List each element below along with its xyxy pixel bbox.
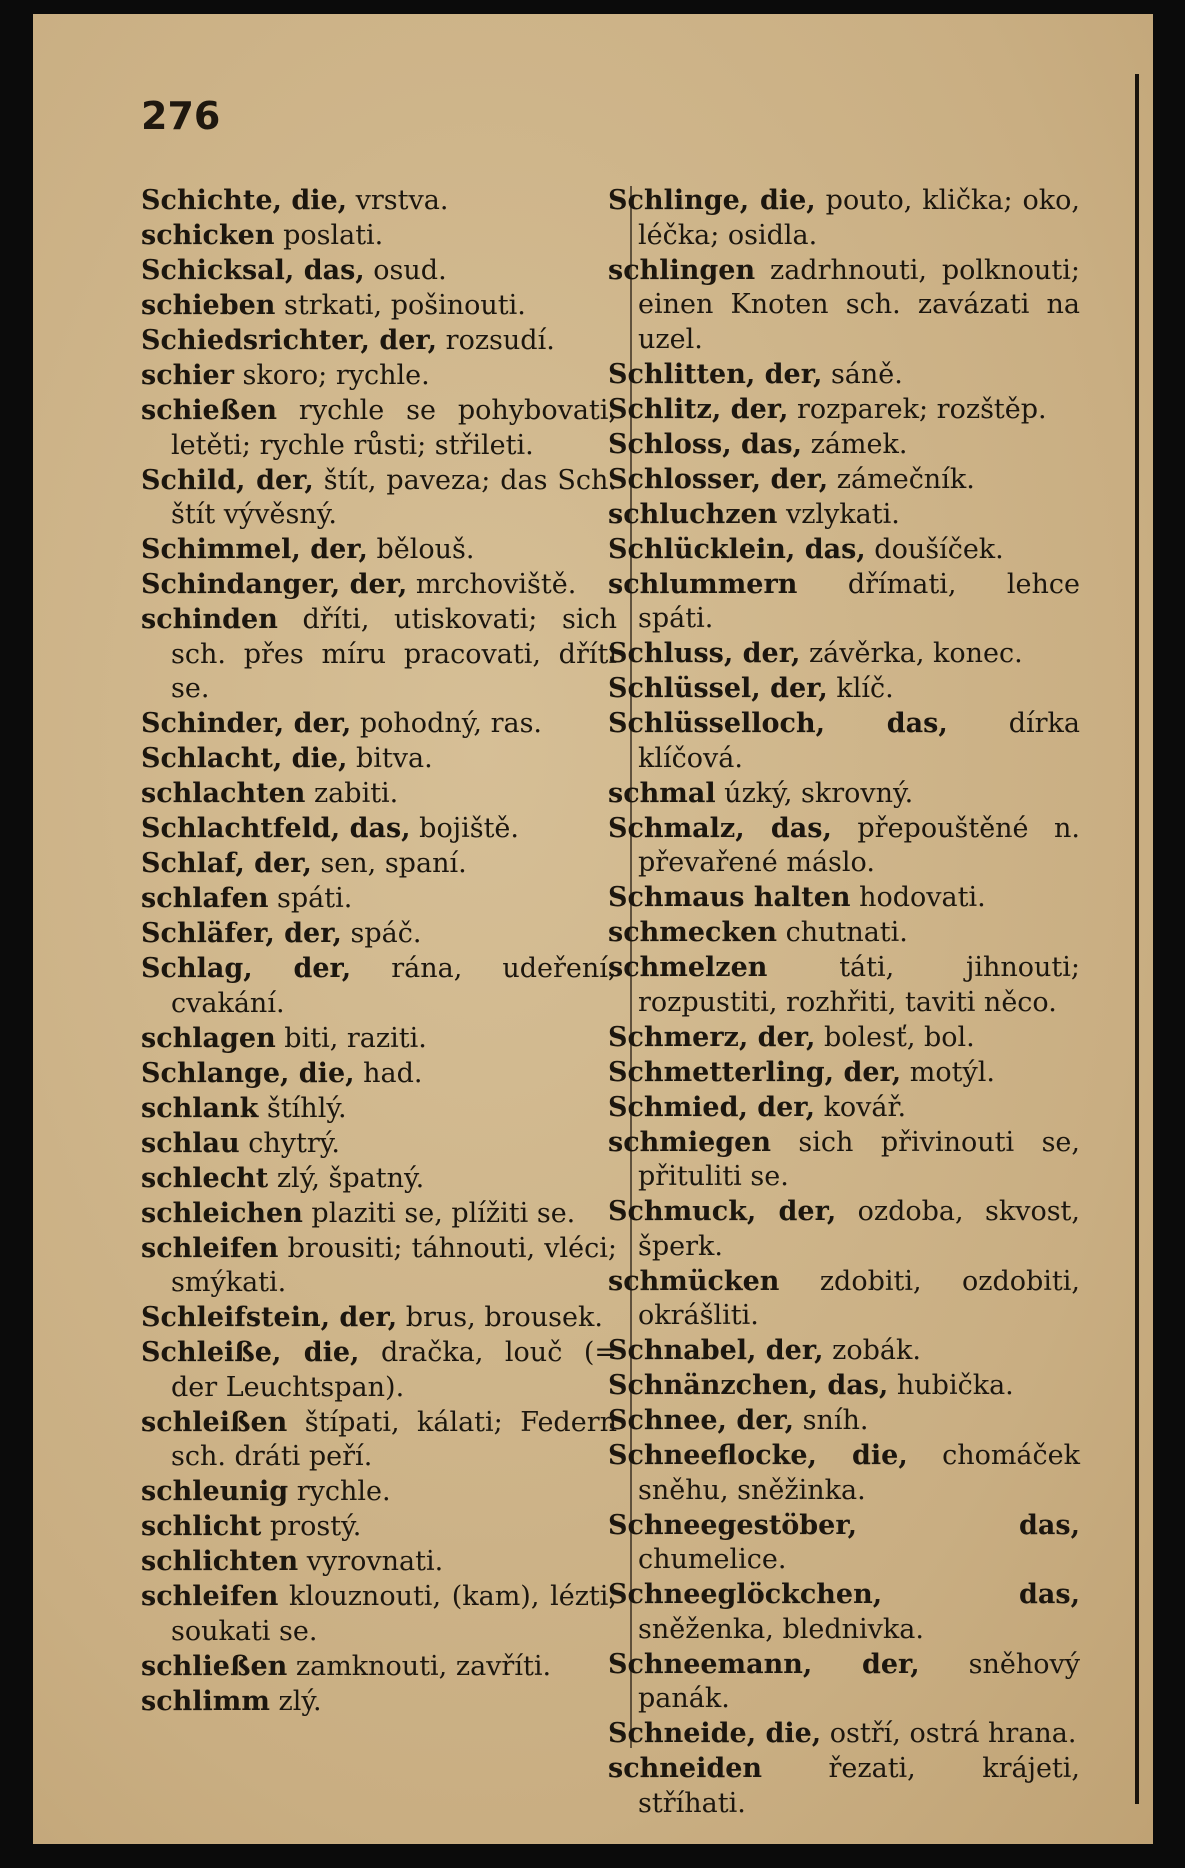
entry-definition: zdobiti, ozdobiti, okrášliti. [638,1265,1080,1331]
entry-definition: klouznouti, (kam), lézti, soukati se. [171,1581,617,1647]
dictionary-entry [141,1406,617,1475]
entry-headword: schier [141,360,234,391]
dictionary-entry [608,812,1080,881]
dictionary-entry [608,498,1080,533]
entry-definition: zlý. [269,1685,322,1717]
entry-definition: prostý. [261,1511,362,1542]
dictionary-entry [608,1752,1080,1821]
dictionary-entry [141,882,617,917]
entry-headword: Schneide, die, [608,1718,822,1749]
dictionary-entry [608,672,1080,707]
entry-definition: motýl. [901,1056,995,1088]
dictionary-page [33,14,1153,1844]
entry-definition: skoro; rychle. [233,360,430,391]
dictionary-entry [608,184,1080,253]
entry-headword: schmücken [608,1265,780,1297]
dictionary-entry [141,1510,617,1545]
entry-headword: schlagen [141,1022,276,1054]
entry-headword: schleifen [141,1232,279,1264]
dictionary-entry [141,812,617,847]
entry-definition: pouto, klička; oko, léčka; osidla. [638,185,1080,251]
entry-headword: Schlitz, der, [608,393,789,425]
entry-definition: sníh. [794,1405,869,1436]
dictionary-entry [141,603,617,707]
entry-headword: Schmaus halten [608,882,851,913]
entry-headword: schleißen [141,1406,288,1438]
entry-headword: Schmalz, das, [608,812,832,844]
entry-headword: schlank [141,1092,259,1124]
dictionary-entry [141,1650,617,1685]
dictionary-entry [608,1717,1080,1752]
entry-definition: dračka, louč (= der Leuchtspan). [171,1337,618,1403]
dictionary-entry [141,533,617,568]
entry-headword: Schichte, die, [141,185,348,216]
dictionary-entry [141,1301,617,1336]
entry-headword: Schlitten, der, [608,358,823,390]
dictionary-entry [141,289,617,324]
entry-headword: Schmerz, der, [608,1021,816,1053]
dictionary-entry [608,393,1080,428]
dictionary-entry [608,1126,1080,1195]
entry-definition: zámek. [802,428,908,460]
dictionary-entry [141,777,617,812]
dictionary-entry [608,1195,1080,1264]
entry-headword: schieben [141,290,276,321]
dictionary-entry [141,1232,617,1301]
entry-headword: schmelzen [608,952,768,983]
entry-headword: Schleifstein, der, [141,1302,398,1333]
dictionary-entry [141,184,617,219]
entry-headword: schlecht [141,1162,269,1194]
entry-headword: schmal [608,777,716,809]
dictionary-entry [141,359,617,394]
entry-definition: ozdoba, skvost, šperk. [638,1196,1080,1262]
entry-definition: štít, paveza; das Sch. štít vývěsný. [171,464,617,530]
entry-headword: Schlag, der, [141,953,352,984]
entry-definition: zámečník. [828,463,975,495]
entry-definition: bělouš. [367,534,475,565]
dictionary-entry [141,464,617,533]
entry-definition: štípati, kálati; Federn sch. dráti peří. [171,1406,617,1472]
dictionary-entry [141,568,617,603]
dictionary-entry [608,1404,1080,1439]
entry-headword: schlicht [141,1511,262,1542]
entry-definition: chytrý. [239,1127,341,1159]
entry-definition: chomáček sněhu, sněžinka. [638,1440,1080,1506]
dictionary-entry [141,1092,617,1127]
entry-definition: doušíček. [865,533,1004,565]
entry-definition: bolesť, bol. [815,1021,975,1053]
entry-headword: schmiegen [608,1126,771,1158]
entry-headword: Schlücklein, das, [608,533,866,565]
entry-headword: schneiden [608,1753,763,1784]
dictionary-entry [141,1685,617,1720]
dictionary-entry [608,1091,1080,1126]
entry-headword: schlachten [141,778,306,809]
dictionary-entry [608,1369,1080,1404]
entry-definition: zamknouti, zavříti. [287,1650,552,1682]
entry-definition: ostří, ostrá hrana. [821,1718,1077,1749]
entry-definition: bojiště. [410,813,519,844]
entry-headword: Schneemann, der, [608,1648,920,1680]
dictionary-entry [608,1578,1080,1647]
dictionary-entry [608,951,1080,1020]
entry-definition: sen, spaní. [311,848,467,879]
entry-definition: dírka klíčová. [638,708,1080,774]
dictionary-entry [141,917,617,952]
entry-headword: Schlachtfeld, das, [141,813,411,844]
entry-headword: Schmetterling, der, [608,1056,902,1088]
entry-definition: bitva. [347,743,433,774]
dictionary-entry [141,1545,617,1580]
entry-definition: brus, brousek. [397,1302,603,1333]
entry-headword: Schlacht, die, [141,743,348,774]
dictionary-entry [141,1197,617,1232]
dictionary-entry [608,1334,1080,1369]
dictionary-entry [608,1439,1080,1508]
entry-definition: spáč. [341,918,422,949]
entry-definition: sich přivinouti se, přituliti se. [638,1126,1080,1192]
dictionary-entry [608,568,1080,637]
entry-headword: schleifen [141,1581,279,1612]
entry-headword: Schnee, der, [608,1405,795,1436]
entry-definition: strkati, pošinouti. [275,290,526,321]
entry-headword: schlafen [141,883,269,914]
entry-definition: dřímati, lehce spáti. [638,568,1080,634]
dictionary-entry [141,1162,617,1197]
dictionary-entry [141,1057,617,1092]
dictionary-entry [608,533,1080,568]
entry-definition: řezati, krájeti, stříhati. [638,1753,1080,1819]
entry-headword: Schleiße, die, [141,1337,360,1368]
entry-headword: Schmied, der, [608,1091,815,1123]
dictionary-entry [608,637,1080,672]
entry-definition: vrstva. [347,185,449,216]
entry-headword: schmecken [608,917,777,948]
entry-headword: schließen [141,1650,288,1682]
dictionary-entry [141,1022,617,1057]
entry-definition: chutnati. [776,917,908,948]
entry-headword: Schiedsrichter, der, [141,325,438,356]
entry-definition: rána, udeření; cvakání. [171,953,617,1019]
dictionary-entry [608,358,1080,393]
entry-definition: závěrka, konec. [800,638,1023,669]
dictionary-entry [141,219,617,254]
entry-definition: brousiti; táhnouti, vléci; smýkati. [171,1232,617,1298]
entry-headword: Schimmel, der, [141,534,368,565]
dictionary-entry [141,1580,617,1649]
dictionary-entry [141,324,617,359]
entry-headword: Schlaf, der, [141,848,312,879]
entry-headword: Schlüssel, der, [608,673,828,704]
entry-definition: zabiti. [305,778,399,809]
right-column [608,184,1080,1822]
entry-definition: táti, jihnouti; rozpustiti, rozhřiti, taviti něco. [638,952,1080,1018]
dictionary-entry [141,394,617,463]
dictionary-entry [141,742,617,777]
entry-headword: Schneeglöckchen, das, [608,1579,1080,1610]
entry-headword: Schild, der, [141,464,314,496]
entry-headword: Schnabel, der, [608,1335,824,1366]
entry-headword: Schnänzchen, das, [608,1370,889,1401]
entry-headword: schleichen [141,1197,303,1229]
entry-definition: poslati. [274,220,384,251]
dictionary-entry [141,1475,617,1510]
entry-definition: rychle se pohybovati, letěti; rychle růsti; střileti. [171,395,617,461]
entry-definition: zobák. [823,1335,921,1366]
dictionary-entry [608,428,1080,463]
entry-definition: hubička. [888,1370,1014,1401]
entry-definition: had. [354,1057,423,1089]
entry-headword: Schneegestöber, das, [608,1509,1080,1541]
entry-definition: sněženka, blednivka. [638,1613,924,1645]
entry-definition: mrchoviště. [407,569,577,600]
dictionary-entry [608,881,1080,916]
dictionary-entry [608,916,1080,951]
page-edge [1135,74,1139,1804]
entry-definition: štíhlý. [258,1092,347,1124]
dictionary-entry [608,463,1080,498]
entry-definition: osud. [364,255,447,286]
entry-headword: Schloss, das, [608,428,803,460]
left-column [141,184,617,1720]
entry-headword: schlau [141,1127,240,1159]
entry-definition: plaziti se, plížiti se. [302,1197,576,1229]
dictionary-entry [608,777,1080,812]
entry-headword: Schmuck, der, [608,1196,837,1227]
entry-headword: schinden [141,604,278,635]
entry-headword: schlimm [141,1685,270,1717]
entry-definition: hodovati. [850,882,986,913]
entry-headword: Schicksal, das, [141,255,365,286]
entry-definition: rychle. [288,1476,391,1507]
page-number: 276 [141,94,221,138]
dictionary-entry [141,847,617,882]
entry-headword: Schinder, der, [141,708,352,739]
entry-definition: kovář. [814,1091,907,1123]
entry-definition: zadrhnouti, polknouti; einen Knoten sch. zavázati na uzel. [638,254,1080,355]
dictionary-entry [608,1265,1080,1334]
dictionary-entry [608,707,1080,776]
entry-headword: schicken [141,220,275,251]
dictionary-entry [141,1127,617,1162]
entry-definition: sněhový panák. [638,1648,1080,1714]
entry-headword: Schlüsselloch, das, [608,708,948,739]
entry-definition: přepouštěné n. převařené máslo. [638,812,1080,878]
entry-headword: schlichten [141,1546,299,1577]
entry-definition: chumelice. [638,1544,787,1575]
entry-definition: vyrovnati. [298,1546,444,1577]
entry-headword: Schlange, die, [141,1057,355,1089]
entry-definition: spáti. [268,883,353,914]
dictionary-entry [608,1509,1080,1578]
dictionary-entry [141,707,617,742]
entry-headword: schlummern [608,568,798,600]
entry-headword: schluchzen [608,498,778,530]
entry-definition: vzlykati. [777,498,900,530]
entry-headword: Schläfer, der, [141,918,342,949]
entry-definition: rozsudí. [437,325,555,356]
dictionary-entry [141,254,617,289]
entry-headword: Schlinge, die, [608,185,816,216]
entry-definition: dříti, utiskovati; sich sch. přes míru pracovati, dříti se. [171,604,617,704]
entry-headword: Schneeflocke, die, [608,1440,908,1471]
entry-definition: sáně. [822,358,903,390]
dictionary-entry [608,1056,1080,1091]
dictionary-entry [608,254,1080,358]
entry-definition: zlý, špatný. [268,1162,425,1194]
entry-definition: úzký, skrovný. [715,777,914,809]
dictionary-entry [608,1648,1080,1717]
entry-headword: Schlosser, der, [608,463,829,495]
entry-definition: klíč. [827,673,894,704]
entry-headword: schießen [141,395,278,426]
dictionary-entry [141,1336,617,1405]
dictionary-entry [608,1021,1080,1056]
entry-headword: schlingen [608,254,756,286]
dictionary-entry [141,952,617,1021]
entry-definition: rozparek; rozštěp. [788,393,1047,425]
entry-definition: biti, raziti. [275,1022,427,1054]
entry-headword: schleunig [141,1476,289,1507]
entry-headword: Schluss, der, [608,638,801,669]
entry-headword: Schindanger, der, [141,569,408,600]
entry-definition: pohodný, ras. [351,708,543,739]
